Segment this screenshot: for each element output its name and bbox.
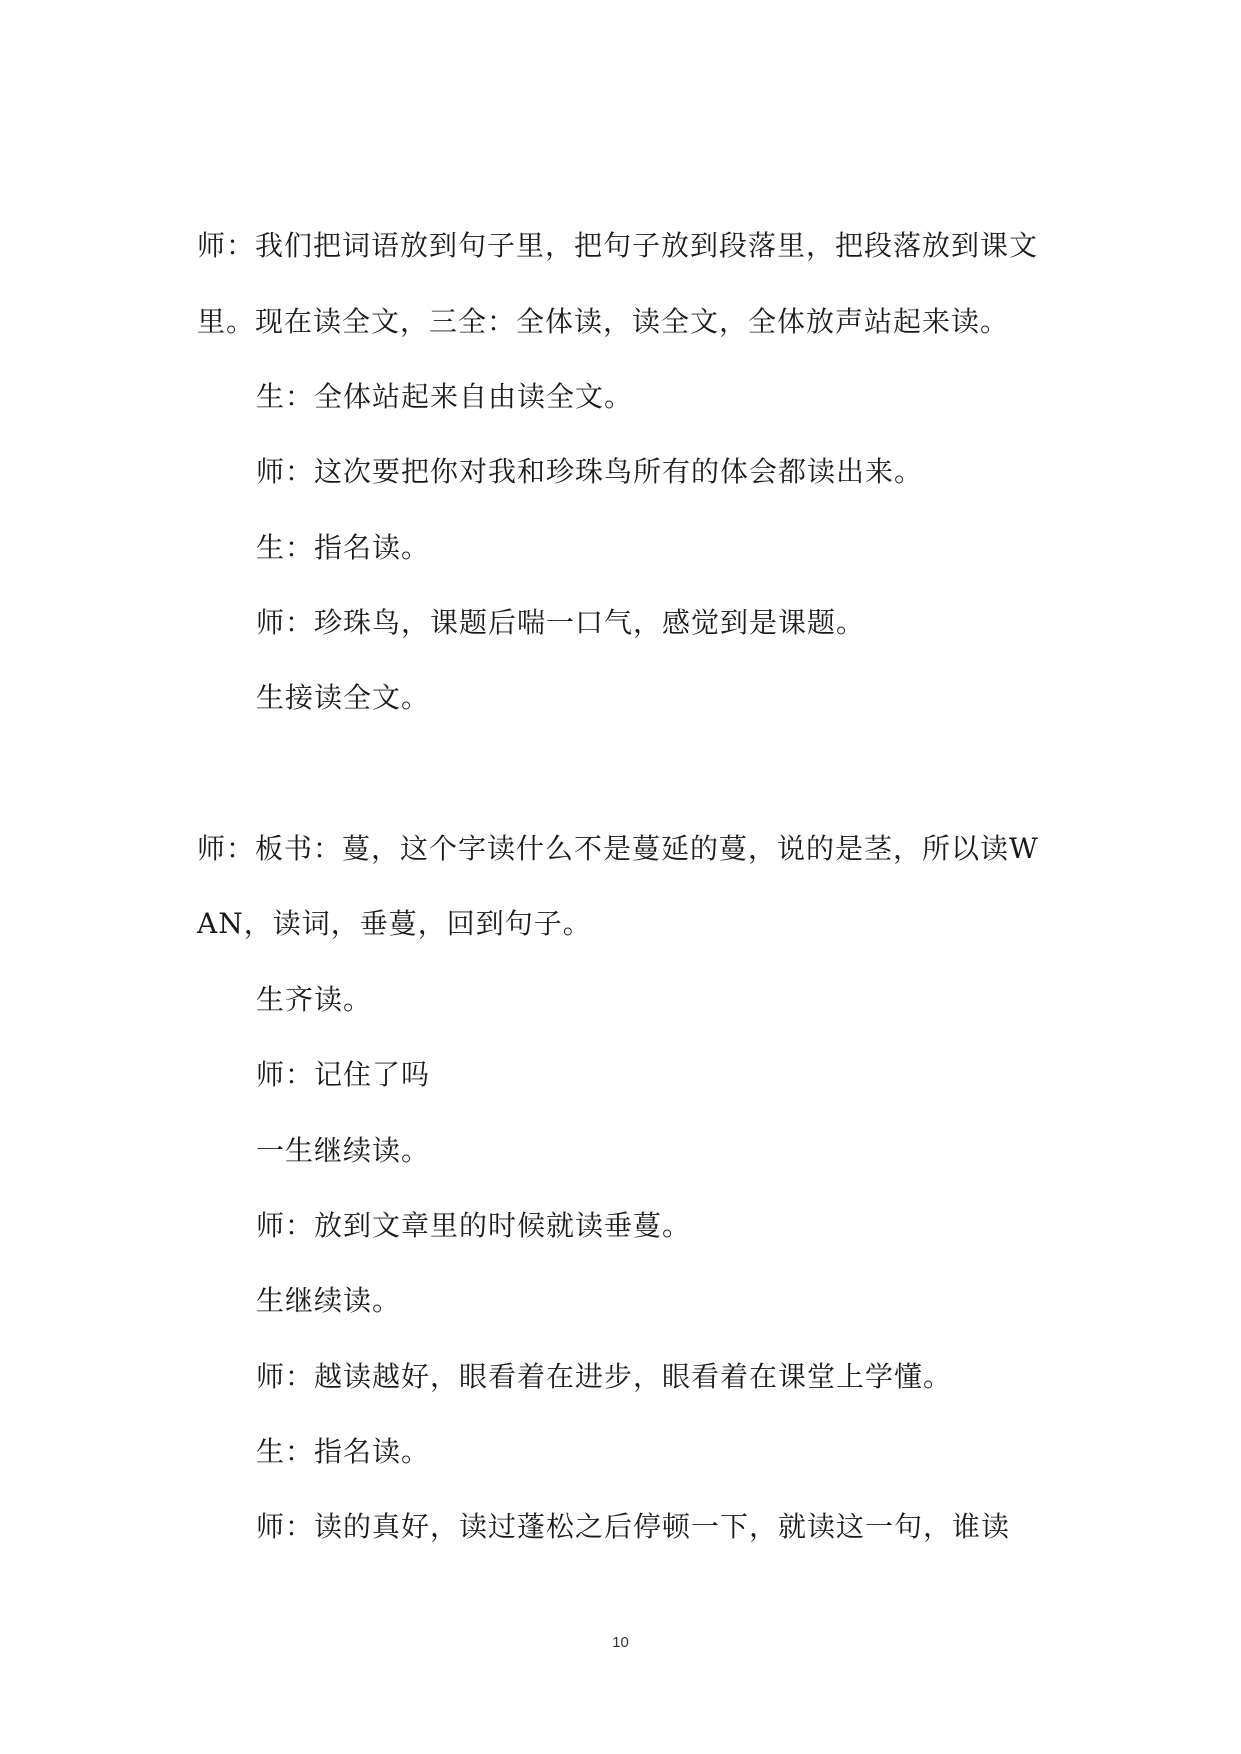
paragraph-line: 生接读全文。 (256, 681, 431, 714)
paragraph-line: 师：放到文章里的时候就读垂蔓。 (256, 1209, 692, 1242)
paragraph-line: 生：全体站起来自由读全文。 (256, 380, 634, 413)
paragraph-line: 一生继续读。 (256, 1134, 431, 1167)
page-number: 10 (612, 1634, 629, 1651)
paragraph-line: 师：读的真好，读过蓬松之后停顿一下，就读这一句，谁读 (256, 1510, 1011, 1543)
paragraph-line: 生继续读。 (256, 1284, 402, 1317)
paragraph-line: 师：记住了吗 (256, 1058, 431, 1091)
paragraph-line: 师：越读越好，眼看着在进步，眼看着在课堂上学懂。 (256, 1360, 953, 1393)
paragraph-line: 师：珍珠鸟，课题后喘一口气，感觉到是课题。 (256, 606, 866, 639)
paragraph-line: 师：我们把词语放到句子里，把句子放到段落里，把段落放到课文 (197, 229, 1039, 262)
paragraph-line: 生齐读。 (256, 983, 373, 1016)
paragraph-line: AN，读词，垂蔓，回到句子。 (197, 907, 592, 940)
paragraph-line: 生：指名读。 (256, 1435, 431, 1468)
paragraph-line: 师：板书：蔓，这个字读什么不是蔓延的蔓，说的是茎，所以读W (197, 832, 1039, 865)
paragraph-line: 里。现在读全文，三全：全体读，读全文，全体放声站起来读。 (197, 305, 1010, 338)
paragraph-line: 师：这次要把你对我和珍珠鸟所有的体会都读出来。 (256, 455, 924, 488)
paragraph-line: 生：指名读。 (256, 531, 431, 564)
